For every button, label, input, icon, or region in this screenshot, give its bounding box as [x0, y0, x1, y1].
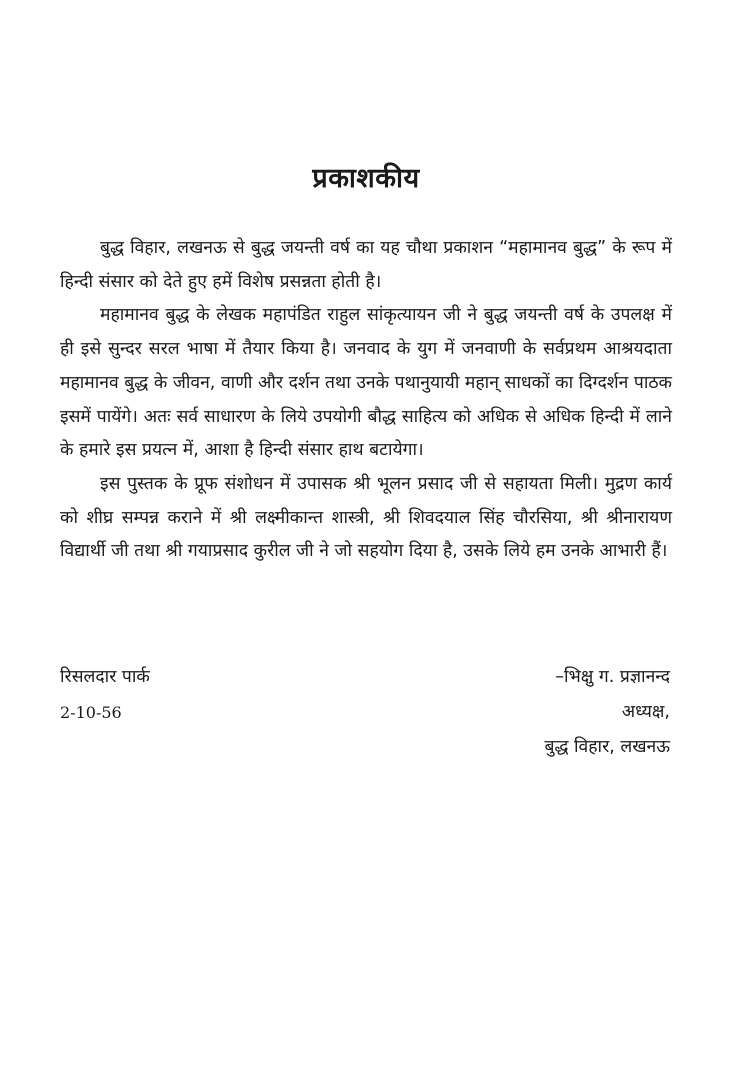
signature-right-block	[544, 660, 670, 765]
signature-left-block	[60, 660, 150, 730]
signature-place: रिसलदार पार्क	[60, 667, 150, 687]
signature-name: –भिक्षु ग. प्रज्ञानन्द	[555, 667, 670, 687]
paragraph-1: बुद्ध विहार, लखनऊ से बुद्ध जयन्ती वर्ष का यह चौथा प्रकाशन “महामानव बुद्ध” के रूप में हिन्दी संसार को देते हुए हमें विशेष प्रसन्नता होती है।	[60, 238, 672, 292]
paragraph-3: इस पुस्तक के प्रूफ संशोधन में उपासक श्री भूलन प्रसाद जी से सहायता मिली। मुद्रण कार्य को शीघ्र सम्पन्न कराने में श्री लक्ष्मीकान्त शास्त्री, श्री शिवदयाल सिंह चौरसिया, श्री श्रीनारायण विद्यार्थी जी तथा श्री गयाप्रसाद कुरील जी ने जो सहयोग दिया है, उसके लिये हम उनके आभारी हैं।	[60, 473, 672, 562]
signature-date: 2-10-56	[60, 703, 122, 722]
paragraph-2: महामानव बुद्ध के लेखक महापंडित राहुल सांकृत्यायन जी ने बुद्ध जयन्ती वर्ष के उपलक्ष में ही इसे सुन्दर सरल भाषा में तैयार किया है। जनवाद के युग में जनवाणी के सर्वप्रथम आश्रयदाता महामानव बुद्ध के जीवन, वाणी और दर्शन तथा उनके पथानुयायी महान् साधकों का दिग्दर्शन पाठक इसमें पायेंगे। अतः सर्व साधारण के लिये उपयोगी बौद्ध साहित्य को अधिक से अधिक हिन्दी में लाने के हमारे इस प्रयत्न में, आशा है हिन्दी संसार हाथ बटायेगा।	[60, 305, 672, 461]
signature-organization: बुद्ध विहार, लखनऊ	[544, 737, 670, 757]
signature-designation: अध्यक्ष,	[621, 702, 670, 722]
page-title: प्रकाशकीय	[312, 163, 420, 194]
body-text	[60, 232, 672, 569]
